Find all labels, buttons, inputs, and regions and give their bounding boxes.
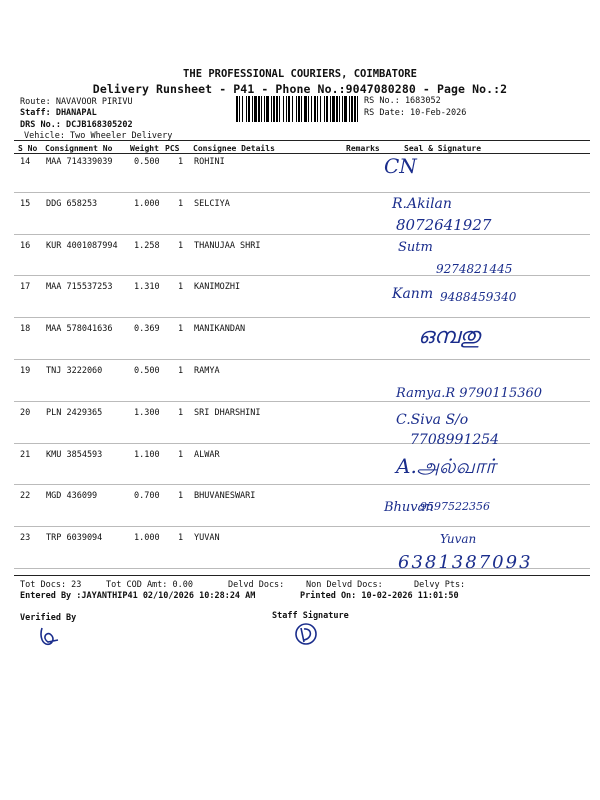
row-consignee: BHUVANESWARI bbox=[194, 491, 256, 501]
entered-by: Entered By :JAYANTHIP41 02/10/2026 10:28:24 AM bbox=[20, 591, 256, 601]
row-sno: 15 bbox=[20, 199, 31, 209]
row-consignment-no: MAA 578041636 bbox=[46, 324, 113, 334]
row-consignment-no: KMU 3854593 bbox=[46, 450, 103, 460]
signature-row-18: ഒമ്പതു bbox=[418, 324, 480, 349]
row-pcs: 1 bbox=[178, 282, 184, 292]
row-consignee: YUVAN bbox=[194, 533, 220, 543]
row-weight: 1.310 bbox=[134, 282, 160, 292]
row-separator bbox=[14, 484, 590, 485]
barcode-image bbox=[236, 96, 360, 122]
delvd-docs: Delvd Docs: bbox=[228, 580, 285, 590]
row-separator bbox=[14, 192, 590, 193]
col-signature: Seal & Signature bbox=[404, 144, 482, 153]
col-weight: Weight bbox=[130, 144, 159, 153]
row-consignee: THANUJAA SHRI bbox=[194, 241, 261, 251]
row-sno: 18 bbox=[20, 324, 31, 334]
row-consignee: MANIKANDAN bbox=[194, 324, 246, 334]
row-sno: 14 bbox=[20, 157, 31, 167]
row-consignee: KANIMOZHI bbox=[194, 282, 241, 292]
signature-row-16: Sutm bbox=[398, 240, 433, 255]
tot-docs: Tot Docs: 23 bbox=[20, 580, 82, 590]
row-weight: 0.369 bbox=[134, 324, 160, 334]
row-sno: 23 bbox=[20, 533, 31, 543]
row-consignee: ROHINI bbox=[194, 157, 225, 167]
rs-date-label: RS Date: 10-Feb-2026 bbox=[364, 108, 467, 118]
row-pcs: 1 bbox=[178, 157, 184, 167]
signature-phone-15: 8072641927 bbox=[396, 216, 492, 234]
row-pcs: 1 bbox=[178, 324, 184, 334]
row-consignment-no: TNJ 3222060 bbox=[46, 366, 103, 376]
signature-akilan: R.Akilan bbox=[392, 196, 452, 212]
signature-row-14: CN bbox=[384, 154, 417, 178]
row-consignment-no: DDG 658253 bbox=[46, 199, 98, 209]
row-consignee: RAMYA bbox=[194, 366, 220, 376]
signature-row-23: Yuvan bbox=[440, 532, 477, 546]
verified-by-label: Verified By bbox=[20, 613, 77, 623]
company-title: THE PROFESSIONAL COURIERS, COIMBATORE bbox=[183, 68, 417, 80]
row-weight: 0.500 bbox=[134, 366, 160, 376]
drs-label: DRS No.: DCJB168305202 bbox=[20, 120, 133, 130]
runsheet-subtitle: Delivery Runsheet - P41 - Phone No.:9047080280 - Page No.:2 bbox=[92, 82, 508, 96]
vehicle-label: Vehicle: Two Wheeler Delivery bbox=[24, 131, 173, 141]
row-separator bbox=[14, 526, 590, 527]
signature-siva: C.Siva S/o bbox=[396, 412, 469, 428]
row-consignment-no: KUR 4001087994 bbox=[46, 241, 118, 251]
verified-by-signature-mark bbox=[36, 624, 64, 650]
row-pcs: 1 bbox=[178, 533, 184, 543]
row-consignment-no: PLN 2429365 bbox=[46, 408, 103, 418]
row-separator bbox=[14, 317, 590, 318]
row-sno: 22 bbox=[20, 491, 31, 501]
printed-on: Printed On: 10-02-2026 11:01:50 bbox=[300, 591, 459, 601]
row-sno: 21 bbox=[20, 450, 31, 460]
row-weight: 1.100 bbox=[134, 450, 160, 460]
col-pcs: PCS bbox=[165, 144, 180, 153]
rs-no-label: RS No.: 1683052 bbox=[364, 96, 441, 106]
col-remarks: Remarks bbox=[346, 144, 380, 153]
table-header-rule bbox=[14, 153, 590, 154]
row-separator bbox=[14, 234, 590, 235]
row-pcs: 1 bbox=[178, 199, 184, 209]
route-label: Route: NAVAVOOR PIRIVU bbox=[20, 97, 133, 107]
staff-label: Staff: DHANAPAL bbox=[20, 108, 97, 118]
row-consignee: SRI DHARSHINI bbox=[194, 408, 261, 418]
signature-phone-23: 6381387093 bbox=[398, 552, 533, 573]
row-sno: 17 bbox=[20, 282, 31, 292]
row-consignment-no: MGD 436099 bbox=[46, 491, 98, 501]
row-separator bbox=[14, 401, 590, 402]
row-consignment-no: MAA 714339039 bbox=[46, 157, 113, 167]
delvy-pts: Delvy Pts: bbox=[414, 580, 466, 590]
row-weight: 1.000 bbox=[134, 199, 160, 209]
row-separator bbox=[14, 359, 590, 360]
signature-phone-16: 9274821445 bbox=[436, 262, 513, 276]
staff-signature-label: Staff Signature bbox=[272, 611, 349, 621]
row-weight: 0.500 bbox=[134, 157, 160, 167]
col-consignee: Consignee Details bbox=[193, 144, 275, 153]
row-pcs: 1 bbox=[178, 366, 184, 376]
col-sno: S No bbox=[18, 144, 38, 153]
row-weight: 0.700 bbox=[134, 491, 160, 501]
signature-phone-17: 9488459340 bbox=[440, 290, 517, 304]
row-weight: 1.258 bbox=[134, 241, 160, 251]
row-pcs: 1 bbox=[178, 241, 184, 251]
signature-row-22: Bhuvan bbox=[384, 500, 434, 515]
signature-row-21: A.அல்வார் bbox=[396, 454, 496, 478]
table-bottom-rule bbox=[14, 575, 590, 576]
row-consignment-no: MAA 715537253 bbox=[46, 282, 113, 292]
row-weight: 1.300 bbox=[134, 408, 160, 418]
row-sno: 16 bbox=[20, 241, 31, 251]
staff-signature-mark bbox=[292, 620, 320, 648]
non-delvd-docs: Non Delvd Docs: bbox=[306, 580, 383, 590]
signature-phone-20: 7708991254 bbox=[410, 432, 500, 448]
signature-phone-22: 9597522356 bbox=[420, 500, 490, 513]
row-separator bbox=[14, 443, 590, 444]
signature-row-17: Kanm bbox=[392, 286, 434, 302]
row-sno: 20 bbox=[20, 408, 31, 418]
tot-cod-amt: Tot COD Amt: 0.00 bbox=[106, 580, 193, 590]
row-weight: 1.000 bbox=[134, 533, 160, 543]
row-consignee: ALWAR bbox=[194, 450, 220, 460]
row-consignment-no: TRP 6039094 bbox=[46, 533, 103, 543]
row-pcs: 1 bbox=[178, 491, 184, 501]
row-consignee: SELCIYA bbox=[194, 199, 230, 209]
row-pcs: 1 bbox=[178, 450, 184, 460]
row-sno: 19 bbox=[20, 366, 31, 376]
table-top-rule bbox=[14, 140, 590, 141]
signature-ramya: Ramya.R 9790115360 bbox=[396, 386, 543, 401]
row-pcs: 1 bbox=[178, 408, 184, 418]
col-consignment: Consignment No bbox=[45, 144, 113, 153]
